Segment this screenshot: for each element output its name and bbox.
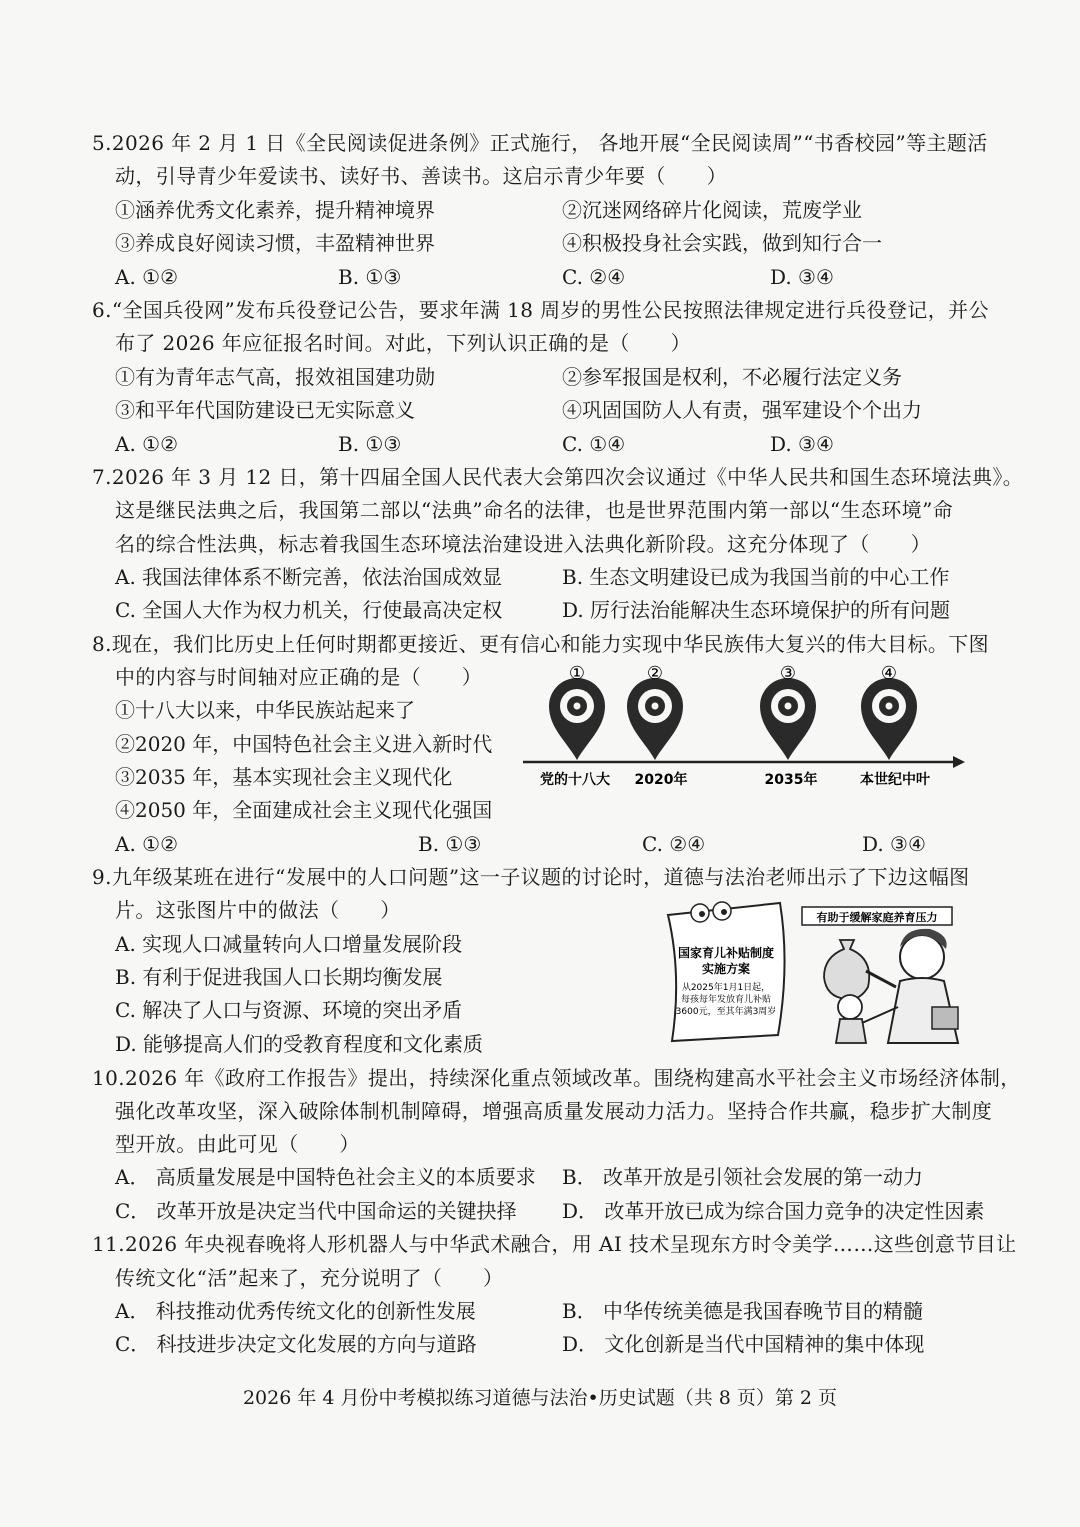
q6-statement-4: ④巩固国防人人有责，强军建设个个出力 [562,398,922,422]
q7-option-b: B. 生态文明建设已成为我国当前的中心工作 [562,565,950,589]
q6-statement-2: ②参军报国是权利，不必履行法定义务 [562,365,902,389]
q6-option-d: D. ③④ [770,432,834,456]
q6-option-a: A. ①② [115,432,179,456]
q7-stem-line1: 7.2026 年 3 月 12 日，第十四届全国人民代表大会第四次会议通过《中华人民共和国生态环境法典》。 [92,465,1024,489]
q11-option-c: C． 科技进步决定文化发展的方向与道路 [115,1332,477,1356]
q8-option-c: C. ②④ [642,832,706,856]
q9-option-d: D. 能够提高人们的受教育程度和文化素质 [115,1032,484,1056]
q10-option-b: B． 改革开放是引领社会发展的第一动力 [562,1165,924,1189]
q11-option-a: A． 科技推动优秀传统文化的创新性发展 [115,1299,476,1323]
q9-option-a: A. 实现人口减量转向人口增量发展阶段 [115,932,463,956]
timeline-marker-1: ① [568,663,586,684]
q11-stem-line1: 11.2026 年央视春晚将人形机器人与中华武术融合，用 AI 技术呈现东方时令美学……这些创意节目让 [92,1232,1017,1256]
q11-option-d: D． 文化创新是当代中国精神的集中体现 [562,1332,925,1356]
q6-stem-line2: 布了 2026 年应征报名时间。对此，下列认识正确的是（ ） [115,331,692,355]
q6-option-c: C. ①④ [562,432,626,456]
cartoon-doc-title-1: 国家育儿补贴制度 [677,946,775,960]
q11-option-b: B． 中华传统美德是我国春晚节目的精髓 [562,1299,924,1323]
q11-stem-line2: 传统文化“活”起来了，充分说明了（ ） [115,1266,504,1290]
q8-stem-line2: 中的内容与时间轴对应正确的是（ ） [115,665,483,689]
timeline-label-2: 2020年 [634,772,688,788]
child-head [838,995,862,1019]
timeline-label-1: 党的十八大 [540,772,610,788]
timeline-marker-2: ② [646,663,664,684]
q8-stem-line1: 8.现在，我们比历史上任何时期都更接近、更有信心和能力实现中华民族伟大复兴的伟大目标。下图 [92,632,990,656]
q9-stem-line2: 片。这张图片中的做法（ ） [115,898,401,922]
q5-option-a: A. ①② [115,265,179,289]
q5-stem-line1: 5.2026 年 2 月 1 日《全民阅读促进条例》正式施行， 各地开展“全民阅读周”“书香校园”等主题活 [92,131,988,155]
q10-stem-line1: 10.2026 年《政府工作报告》提出，持续深化重点领域改革。围绕构建高水平社会主义市场经济体制， [92,1066,1021,1090]
location-pin-icon [861,678,917,760]
q9-stem-line1: 9.九年级某班在进行“发展中的人口问题”这一子议题的讨论时，道德与法治老师出示了下边这幅图 [92,865,970,889]
q6-statement-3: ③和平年代国防建设已无实际意义 [115,398,415,422]
q5-statement-1: ①涵养优秀文化素养，提升精神境界 [115,198,435,222]
timeline-marker-4: ④ [880,663,898,684]
q8-option-d: D. ③④ [862,832,926,856]
cartoon-doc-body-2: 每孩每年发放育儿补贴 [680,995,772,1005]
q10-stem-line3: 型开放。由此可见（ ） [115,1132,360,1156]
timeline-label-4: 本世纪中叶 [860,772,930,788]
page-footer: 2026 年 4 月份中考模拟练习道德与法治•历史试题（共 8 页）第 2 页 [242,1387,838,1409]
timeline-figure [515,660,970,795]
q9-option-b: B. 有利于促进我国人口长期均衡发展 [115,965,443,989]
q6-stem-line1: 6.“全国兵役网”发布兵役登记公告，要求年满 18 周岁的男性公民按照法律规定进行兵役登记，并公 [92,298,989,322]
q8-statement-4: ④2050 年，全面建成社会主义现代化强国 [115,798,493,822]
q7-option-d: D. 厉行法治能解决生态环境保护的所有问题 [562,598,951,622]
location-pin-icon [627,678,683,760]
q10-option-c: C． 改革开放是决定当代中国命运的关键抉择 [115,1199,517,1223]
q7-stem-line2: 这是继民法典之后，我国第二部以“法典”命名的法律，也是世界范围内第一部以“生态环境”命 [115,498,954,522]
q7-option-a: A. 我国法律体系不断完善，依法治国成效显 [115,565,503,589]
q8-option-a: A. ①② [115,832,179,856]
cartoon-doc-body-3: 3600元，至其年满3周岁 [675,1007,777,1017]
cartoon-doc-title-2: 实施方案 [701,962,751,976]
timeline-label-3: 2035年 [764,772,818,788]
q9-option-c: C. 解决了人口与资源、环境的突出矛盾 [115,998,463,1022]
q7-option-c: C. 全国人大作为权力机关，行使最高决定权 [115,598,503,622]
child-body [836,1019,866,1043]
q8-statement-1: ①十八大以来，中华民族站起来了 [115,698,415,722]
q10-stem-line2: 强化改革攻坚，深入破除体制机制障碍，增强高质量发展动力活力。坚持合作共赢，稳步扩大制度 [115,1099,993,1123]
q5-statement-3: ③养成良好阅读习惯，丰盈精神世界 [115,231,435,255]
q6-statement-1: ①有为青年志气高，报效祖国建功勋 [115,365,435,389]
timeline-marker-3: ③ [779,663,797,684]
q8-statement-2: ②2020 年，中国特色社会主义进入新时代 [115,732,493,756]
handbag-icon [932,1007,958,1029]
cartoon-banner-text: 有助于缓解家庭养育压力 [816,911,938,924]
q5-option-d: D. ③④ [770,265,834,289]
childcare-subsidy-cartoon [660,895,980,1045]
timeline-arrow [953,756,965,768]
q5-option-c: C. ②④ [562,265,626,289]
q10-option-d: D． 改革开放已成为综合国力竞争的决定性因素 [562,1199,985,1223]
q7-stem-line3: 名的综合性法典，标志着我国生态环境法治建设进入法典化新阶段。这充分体现了（ ） [115,532,931,556]
mother-head [900,935,944,979]
mother-arm [866,971,896,987]
q8-option-b: B. ①③ [418,832,482,856]
location-pin-icon [760,678,816,760]
q6-option-b: B. ①③ [338,432,402,456]
cartoon-doc-body-1: 从2025年1月1日起， [681,983,771,993]
q10-option-a: A． 高质量发展是中国特色社会主义的本质要求 [115,1165,536,1189]
q5-statement-4: ④积极投身社会实践，做到知行合一 [562,231,882,255]
cartoon-pupil [699,911,705,917]
location-pin-icon [549,678,605,760]
cartoon-pupil [721,909,727,915]
q8-statement-3: ③2035 年，基本实现社会主义现代化 [115,765,453,789]
q5-statement-2: ②沉迷网络碎片化阅读，荒废学业 [562,198,862,222]
q5-stem-line2: 动，引导青少年爱读书、读好书、善读书。这启示青少年要（ ） [115,164,727,188]
q5-option-b: B. ①③ [338,265,402,289]
money-bag-icon [824,940,869,999]
